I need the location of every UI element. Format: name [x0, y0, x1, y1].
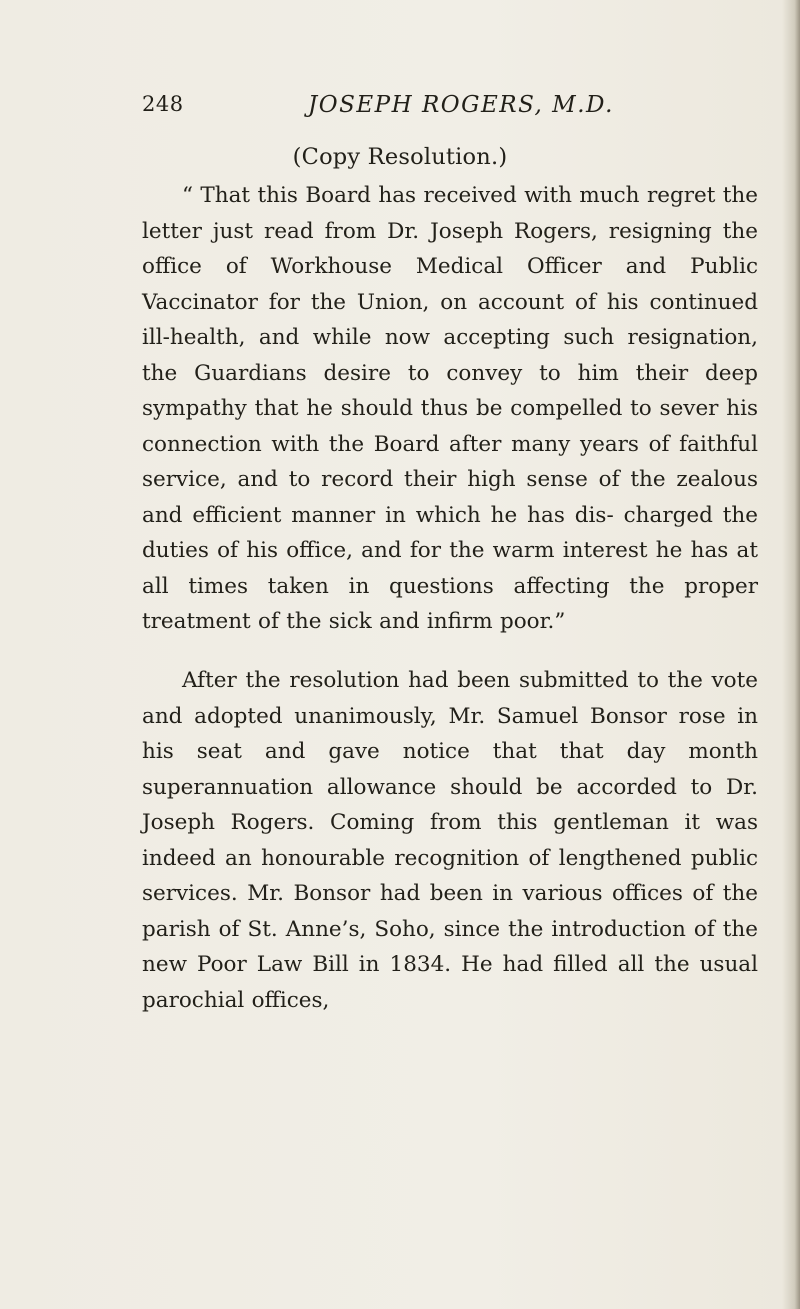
running-head — [142, 92, 742, 132]
page-edge-shadow — [782, 0, 800, 1309]
section-heading: (Copy Resolution.) — [292, 144, 508, 170]
page-number: 248 — [142, 92, 184, 116]
running-title: JOSEPH ROGERS, M.D. — [308, 92, 614, 118]
narrative-paragraph: After the resolution had been submitted to the vote and adopted unanimously, Mr. Samuel Bonsor rose in his seat and gave notice that that day month superannuation allowance should be accorded to Dr. Joseph Rogers. Coming from this gentleman it was indeed an honourable recognition of lengthened public services. Mr. Bonsor had been in various offices of the parish of St. Anne’s, Soho, since the introduction of the new Poor Law Bill in 1834. He had filled all the usual parochial offices, — [142, 668, 758, 1013]
resolution-paragraph: “ That this Board has received with much regret the letter just read from Dr. Joseph Rogers, resigning the office of Workhouse Medical Officer and Public Vaccinator for the Union, on account of his continued ill-health, and while now accepting such resignation, the Guardians desire to convey to him their deep sympathy that he should thus be compelled to sever his connection with the Board after many years of faithful service, and to record their high sense of the zealous and efficient manner in which he has dis- charged the duties of his office, and for the warm interest he has at all times taken in questions affecting the proper treatment of the sick and infirm poor.” — [142, 183, 758, 634]
